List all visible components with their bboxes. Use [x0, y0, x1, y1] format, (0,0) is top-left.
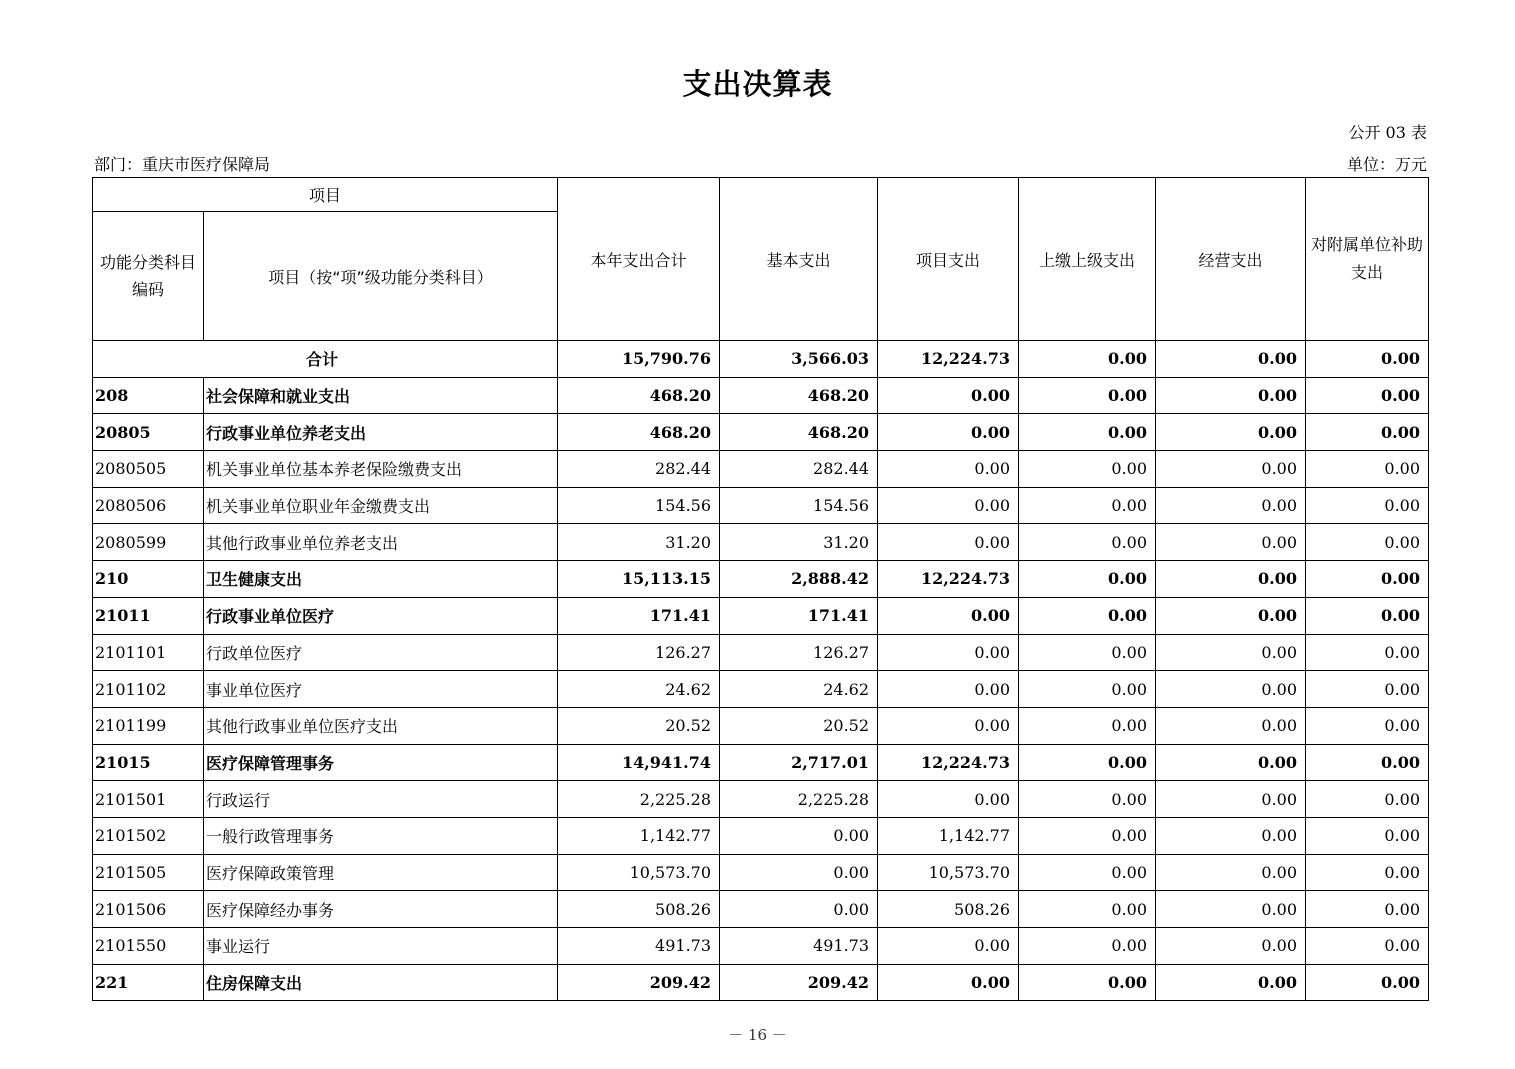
row-subsidy: 0.00	[1306, 928, 1429, 965]
row-upper: 0.00	[1019, 634, 1156, 671]
row-name: 医疗保障管理事务	[204, 744, 558, 781]
page-title: 支出决算表	[682, 67, 833, 101]
row-project: 0.00	[878, 671, 1019, 708]
row-total: 20.52	[558, 707, 720, 744]
row-basic: 209.42	[720, 964, 878, 1001]
table-row	[93, 597, 1429, 634]
row-name: 事业运行	[204, 928, 558, 965]
header-item: 项目（按“项”级功能分类科目）	[204, 212, 558, 341]
row-subsidy: 0.00	[1306, 487, 1429, 524]
row-upper: 0.00	[1019, 854, 1156, 891]
row-code: 2080505	[93, 451, 204, 488]
row-total: 209.42	[558, 964, 720, 1001]
table-row	[93, 854, 1429, 891]
total-cell-project: 12,224.73	[878, 341, 1019, 378]
row-upper: 0.00	[1019, 928, 1156, 965]
table-row	[93, 451, 1429, 488]
row-basic: 0.00	[720, 891, 878, 928]
table-row	[93, 671, 1429, 708]
row-basic: 31.20	[720, 524, 878, 561]
row-total: 508.26	[558, 891, 720, 928]
row-code: 208	[93, 377, 204, 414]
row-subsidy: 0.00	[1306, 744, 1429, 781]
row-upper: 0.00	[1019, 964, 1156, 1001]
row-upper: 0.00	[1019, 817, 1156, 854]
row-upper: 0.00	[1019, 781, 1156, 818]
row-subsidy: 0.00	[1306, 854, 1429, 891]
row-subsidy: 0.00	[1306, 707, 1429, 744]
row-business: 0.00	[1156, 597, 1306, 634]
table-row	[93, 414, 1429, 451]
header-project: 项目	[93, 178, 558, 212]
row-business: 0.00	[1156, 707, 1306, 744]
row-business: 0.00	[1156, 634, 1306, 671]
row-code: 2101505	[93, 854, 204, 891]
table-row	[93, 817, 1429, 854]
row-business: 0.00	[1156, 964, 1306, 1001]
table-row	[93, 561, 1429, 598]
row-basic: 2,717.01	[720, 744, 878, 781]
row-code: 221	[93, 964, 204, 1001]
row-name: 机关事业单位职业年金缴费支出	[204, 487, 558, 524]
header-project-expense: 项目支出	[878, 178, 1019, 341]
header-code-text: 功能分类科目编码	[99, 253, 196, 299]
row-business: 0.00	[1156, 744, 1306, 781]
header-total: 本年支出合计	[558, 178, 720, 341]
row-upper: 0.00	[1019, 891, 1156, 928]
row-code: 2080599	[93, 524, 204, 561]
row-subsidy: 0.00	[1306, 377, 1429, 414]
row-name: 其他行政事业单位医疗支出	[204, 707, 558, 744]
row-project: 10,573.70	[878, 854, 1019, 891]
row-code: 2101502	[93, 817, 204, 854]
total-cell-basic: 3,566.03	[720, 341, 878, 378]
row-upper: 0.00	[1019, 597, 1156, 634]
row-name: 机关事业单位基本养老保险缴费支出	[204, 451, 558, 488]
row-basic: 282.44	[720, 451, 878, 488]
row-total: 282.44	[558, 451, 720, 488]
row-code: 2101550	[93, 928, 204, 965]
row-upper: 0.00	[1019, 487, 1156, 524]
row-upper: 0.00	[1019, 451, 1156, 488]
row-upper: 0.00	[1019, 707, 1156, 744]
row-code: 2101199	[93, 707, 204, 744]
header-subsidy	[1306, 178, 1429, 341]
row-project: 0.00	[878, 781, 1019, 818]
row-basic: 2,888.42	[720, 561, 878, 598]
row-total: 24.62	[558, 671, 720, 708]
header-upper: 上缴上级支出	[1019, 178, 1156, 341]
row-basic: 468.20	[720, 377, 878, 414]
row-project: 0.00	[878, 707, 1019, 744]
row-code: 210	[93, 561, 204, 598]
row-upper: 0.00	[1019, 377, 1156, 414]
row-upper: 0.00	[1019, 524, 1156, 561]
row-basic: 171.41	[720, 597, 878, 634]
total-cell-business: 0.00	[1156, 341, 1306, 378]
row-business: 0.00	[1156, 671, 1306, 708]
row-upper: 0.00	[1019, 671, 1156, 708]
row-project: 12,224.73	[878, 744, 1019, 781]
row-total: 14,941.74	[558, 744, 720, 781]
unit-label: 单位：万元	[1346, 155, 1427, 174]
table-row	[93, 744, 1429, 781]
total-cell-upper: 0.00	[1019, 341, 1156, 378]
header-basic: 基本支出	[720, 178, 878, 341]
row-subsidy: 0.00	[1306, 451, 1429, 488]
row-upper: 0.00	[1019, 414, 1156, 451]
row-project: 0.00	[878, 414, 1019, 451]
row-project: 0.00	[878, 487, 1019, 524]
row-project: 12,224.73	[878, 561, 1019, 598]
row-subsidy: 0.00	[1306, 964, 1429, 1001]
expenditure-table	[92, 177, 1429, 1001]
row-total: 1,142.77	[558, 817, 720, 854]
table-row	[93, 487, 1429, 524]
row-subsidy: 0.00	[1306, 524, 1429, 561]
row-total: 468.20	[558, 414, 720, 451]
row-subsidy: 0.00	[1306, 414, 1429, 451]
row-total: 31.20	[558, 524, 720, 561]
row-code: 21015	[93, 744, 204, 781]
table-row	[93, 781, 1429, 818]
row-code: 2101506	[93, 891, 204, 928]
table-row	[93, 524, 1429, 561]
row-business: 0.00	[1156, 561, 1306, 598]
row-upper: 0.00	[1019, 744, 1156, 781]
row-subsidy: 0.00	[1306, 671, 1429, 708]
row-name: 行政事业单位养老支出	[204, 414, 558, 451]
row-name: 事业单位医疗	[204, 671, 558, 708]
table-row	[93, 634, 1429, 671]
row-business: 0.00	[1156, 377, 1306, 414]
row-total: 491.73	[558, 928, 720, 965]
row-total: 154.56	[558, 487, 720, 524]
form-number: 公开 03 表	[1348, 123, 1427, 142]
row-subsidy: 0.00	[1306, 781, 1429, 818]
row-code: 2101101	[93, 634, 204, 671]
table-row	[93, 707, 1429, 744]
row-project: 0.00	[878, 377, 1019, 414]
department-label: 部门：重庆市医疗保障局	[94, 155, 271, 174]
row-subsidy: 0.00	[1306, 634, 1429, 671]
row-subsidy: 0.00	[1306, 597, 1429, 634]
row-project: 508.26	[878, 891, 1019, 928]
row-name: 其他行政事业单位养老支出	[204, 524, 558, 561]
row-total: 10,573.70	[558, 854, 720, 891]
table-row	[93, 377, 1429, 414]
row-name: 行政单位医疗	[204, 634, 558, 671]
row-subsidy: 0.00	[1306, 891, 1429, 928]
row-subsidy: 0.00	[1306, 561, 1429, 598]
row-project: 0.00	[878, 964, 1019, 1001]
row-name: 住房保障支出	[204, 964, 558, 1001]
row-business: 0.00	[1156, 487, 1306, 524]
row-basic: 24.62	[720, 671, 878, 708]
row-project: 0.00	[878, 597, 1019, 634]
row-business: 0.00	[1156, 524, 1306, 561]
row-business: 0.00	[1156, 781, 1306, 818]
total-cell-subsidy: 0.00	[1306, 341, 1429, 378]
table-row	[93, 964, 1429, 1001]
row-code: 2080506	[93, 487, 204, 524]
row-upper: 0.00	[1019, 561, 1156, 598]
row-total: 2,225.28	[558, 781, 720, 818]
row-code: 20805	[93, 414, 204, 451]
total-label: 合计	[93, 341, 558, 378]
row-basic: 468.20	[720, 414, 878, 451]
row-total: 468.20	[558, 377, 720, 414]
row-subsidy: 0.00	[1306, 817, 1429, 854]
row-name: 社会保障和就业支出	[204, 377, 558, 414]
row-basic: 126.27	[720, 634, 878, 671]
row-name: 行政事业单位医疗	[204, 597, 558, 634]
row-project: 0.00	[878, 524, 1019, 561]
row-basic: 20.52	[720, 707, 878, 744]
row-code: 2101102	[93, 671, 204, 708]
row-total: 15,113.15	[558, 561, 720, 598]
row-name: 医疗保障经办事务	[204, 891, 558, 928]
row-business: 0.00	[1156, 451, 1306, 488]
row-business: 0.00	[1156, 817, 1306, 854]
table-row	[93, 891, 1429, 928]
page-number: － 16 －	[728, 1026, 787, 1044]
row-total: 126.27	[558, 634, 720, 671]
row-code: 21011	[93, 597, 204, 634]
row-name: 一般行政管理事务	[204, 817, 558, 854]
table-row	[93, 928, 1429, 965]
row-name: 卫生健康支出	[204, 561, 558, 598]
row-project: 1,142.77	[878, 817, 1019, 854]
row-basic: 2,225.28	[720, 781, 878, 818]
header-subsidy-text: 对附属单位补助支出	[1311, 235, 1424, 282]
row-name: 医疗保障政策管理	[204, 854, 558, 891]
row-business: 0.00	[1156, 854, 1306, 891]
row-project: 0.00	[878, 928, 1019, 965]
total-row	[93, 341, 1429, 378]
row-basic: 154.56	[720, 487, 878, 524]
row-code: 2101501	[93, 781, 204, 818]
row-project: 0.00	[878, 634, 1019, 671]
row-business: 0.00	[1156, 928, 1306, 965]
header-code	[93, 212, 204, 341]
header-business: 经营支出	[1156, 178, 1306, 341]
row-basic: 0.00	[720, 854, 878, 891]
row-basic: 491.73	[720, 928, 878, 965]
row-name: 行政运行	[204, 781, 558, 818]
row-total: 171.41	[558, 597, 720, 634]
row-basic: 0.00	[720, 817, 878, 854]
row-business: 0.00	[1156, 414, 1306, 451]
row-project: 0.00	[878, 451, 1019, 488]
total-cell-total: 15,790.76	[558, 341, 720, 378]
row-business: 0.00	[1156, 891, 1306, 928]
